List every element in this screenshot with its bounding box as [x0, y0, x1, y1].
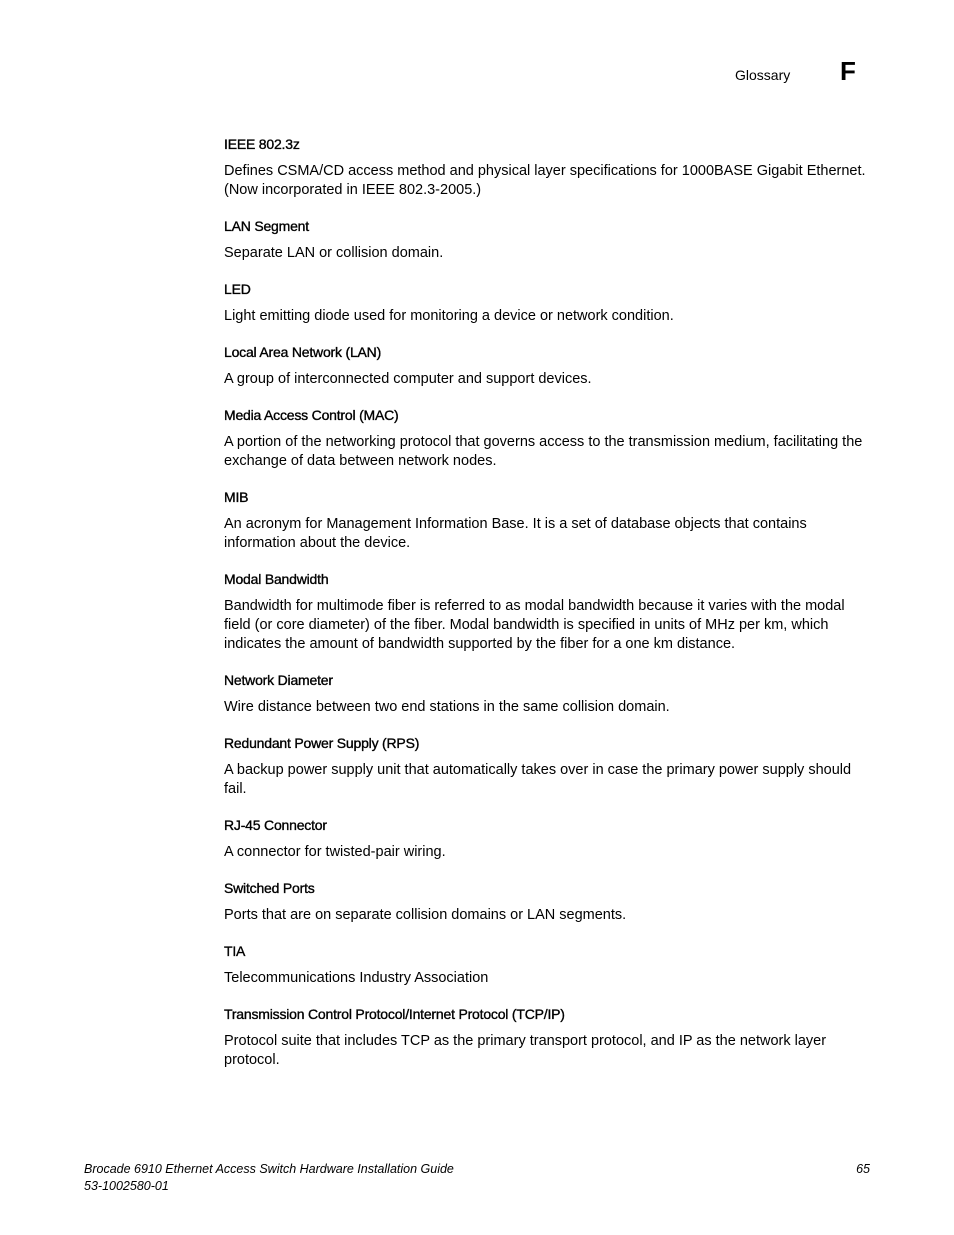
glossary-entry [224, 671, 870, 717]
glossary-term: TIA [224, 943, 246, 959]
glossary-term: LED [224, 281, 251, 297]
glossary-term: IEEE 802.3z [224, 136, 300, 152]
glossary-entry [224, 280, 870, 326]
running-header-section: Glossary [735, 67, 791, 83]
page-number: 65 [856, 1162, 870, 1176]
glossary-entry [224, 406, 870, 471]
glossary-definition: An acronym for Management Information Base. It is a set of database objects that contains information about the device. [224, 516, 807, 551]
glossary-entry [224, 488, 870, 553]
glossary-term: MIB [224, 489, 249, 505]
glossary-entry [224, 734, 870, 799]
glossary-definition: Bandwidth for multimode fiber is referred to as modal bandwidth because it varies with the modal field (or core diameter) of the fiber. Modal bandwidth is specified in units of MHz per km, which indicates the amount of bandwidth supported by the fiber for a one km distance. [224, 598, 845, 652]
glossary-term: RJ-45 Connector [224, 817, 327, 833]
glossary-definition: A portion of the networking protocol that governs access to the transmission medium, facilitating the exchange of data between network nodes. [224, 434, 863, 469]
glossary-entry [224, 343, 870, 389]
glossary-term: Redundant Power Supply (RPS) [224, 735, 420, 751]
glossary-entry [224, 135, 870, 200]
glossary-definition: Defines CSMA/CD access method and physical layer specifications for 1000BASE Gigabit Ethernet. (Now incorporated in IEEE 802.3-2005.) [224, 163, 866, 198]
glossary-definition: Ports that are on separate collision domains or LAN segments. [224, 907, 627, 923]
glossary-definition: A connector for twisted-pair wiring. [224, 844, 446, 860]
glossary-entry [224, 942, 870, 988]
footer-document-title: Brocade 6910 Ethernet Access Switch Hardware Installation Guide [84, 1162, 454, 1176]
appendix-letter: F [840, 56, 856, 86]
glossary-entry [224, 570, 870, 654]
glossary-term: Network Diameter [224, 672, 333, 688]
glossary-term: LAN Segment [224, 218, 309, 234]
glossary-term: Modal Bandwidth [224, 571, 329, 587]
glossary-term: Switched Ports [224, 880, 315, 896]
glossary-definition: Protocol suite that includes TCP as the primary transport protocol, and IP as the network layer protocol. [224, 1033, 827, 1068]
glossary-term: Local Area Network (LAN) [224, 344, 382, 360]
glossary-term: Media Access Control (MAC) [224, 407, 399, 423]
glossary-definition: Wire distance between two end stations in the same collision domain. [224, 699, 670, 715]
glossary-term: Transmission Control Protocol/Internet Protocol (TCP/IP) [224, 1006, 565, 1022]
glossary-entry [224, 217, 870, 263]
glossary-entry [224, 879, 870, 925]
glossary-definition: A backup power supply unit that automatically takes over in case the primary power supply should fail. [224, 762, 852, 797]
glossary-list [224, 135, 870, 1087]
glossary-definition: Telecommunications Industry Association [224, 970, 489, 986]
footer-document-number: 53-1002580-01 [84, 1179, 169, 1193]
glossary-definition: Light emitting diode used for monitoring a device or network condition. [224, 308, 674, 324]
glossary-definition: A group of interconnected computer and support devices. [224, 371, 592, 387]
glossary-definition: Separate LAN or collision domain. [224, 245, 444, 261]
glossary-entry [224, 1005, 870, 1070]
glossary-entry [224, 816, 870, 862]
